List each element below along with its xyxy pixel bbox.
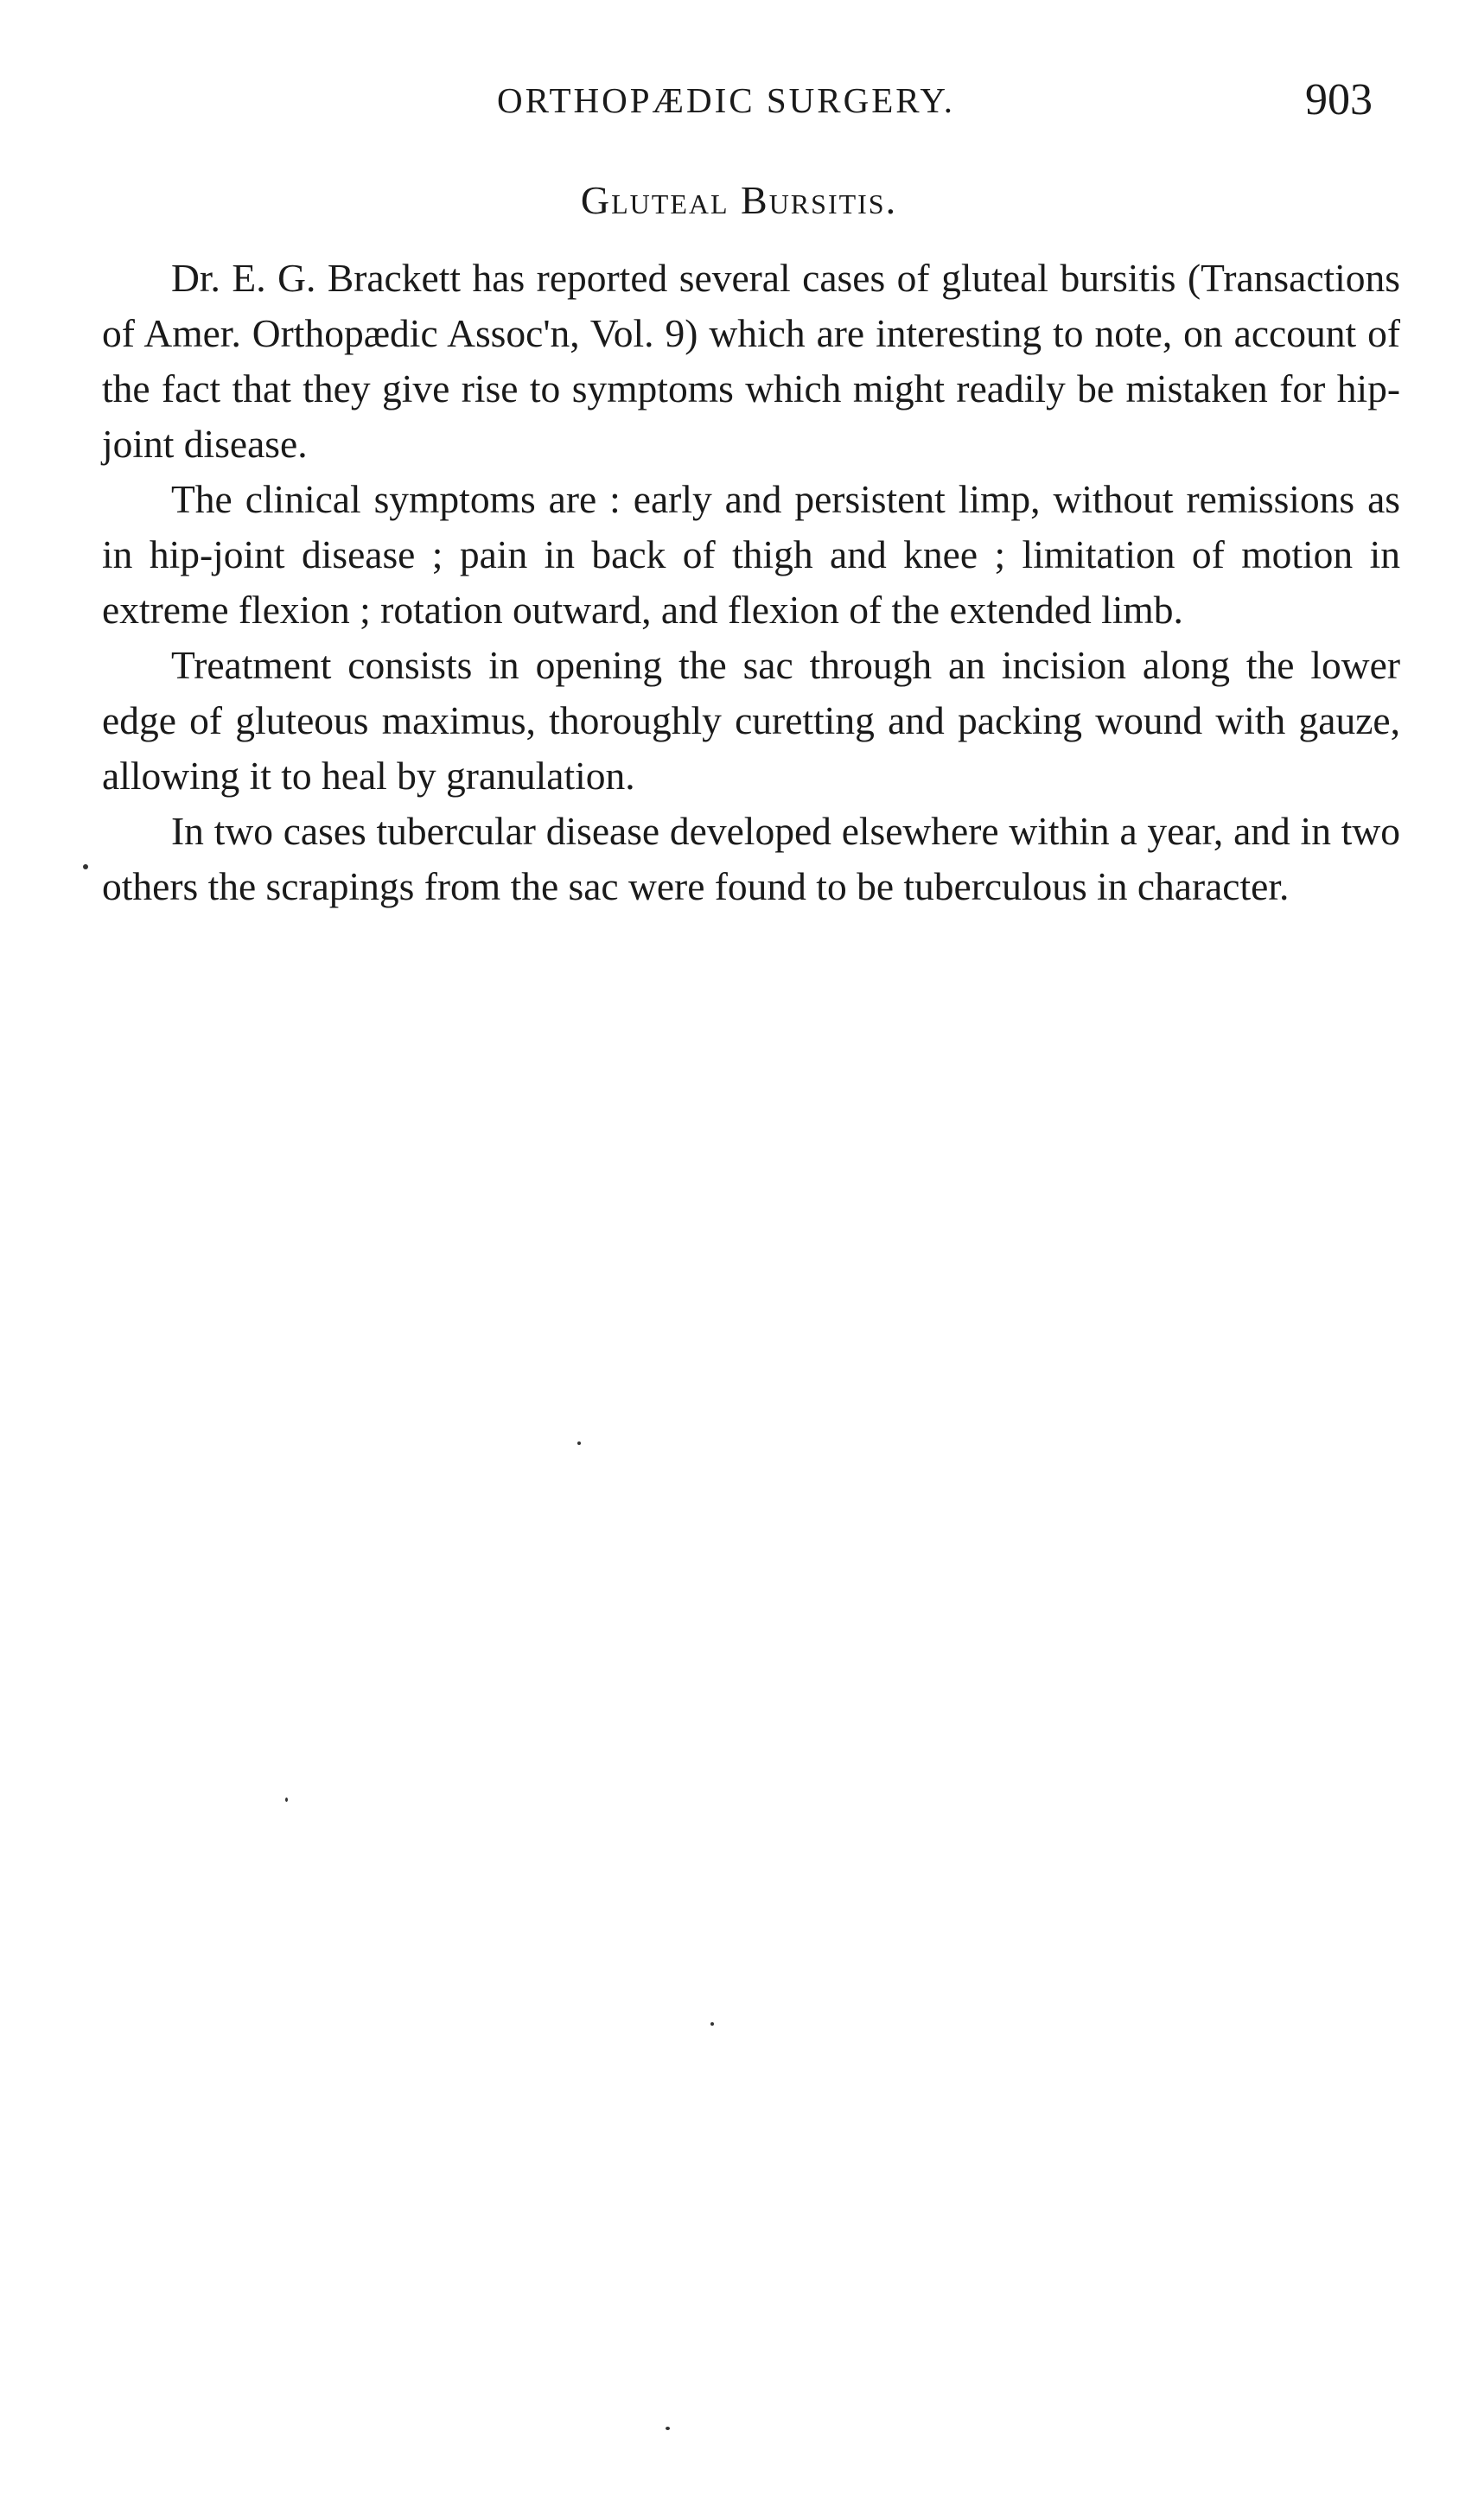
scan-speck (285, 1798, 288, 1802)
paragraph: Dr. E. G. Brackett has reported several cases of gluteal bursitis (Transactions of Amer. Orthopædic Assoc'n, Vol. 9) which are interesting to note, on account of the fact that they give rise to symptoms which might readily be mistaken for hip-joint disease. (102, 256, 1400, 466)
section-heading: Gluteal Bursitis. (580, 178, 898, 222)
paragraph: The clinical symptoms are : early and persistent limp, without remissions as in hip-joint disease ; pain in back of thigh and knee ; limitation of motion in extreme flexion ; rotation outward, and flexion of the extended limb. (102, 477, 1400, 632)
scan-speck (710, 2022, 714, 2026)
paragraph: Treatment consists in opening the sac through an incision along the lower edge of gluteous maximus, thoroughly curetting and packing wound with gauze, allowing it to heal by granulation. (102, 643, 1400, 798)
scan-speck (83, 864, 88, 869)
scan-speck (666, 2427, 670, 2430)
running-title: ORTHOPÆDIC SURGERY. (497, 80, 955, 120)
page-number: 903 (1305, 75, 1373, 124)
running-head (0, 75, 1478, 131)
body-text (102, 251, 1400, 914)
paragraph: In two cases tubercular disease developed elsewhere within a year, and in two others the scrapings from the sac were found to be tuberculous in character. (102, 809, 1400, 908)
scan-speck (577, 1441, 581, 1445)
